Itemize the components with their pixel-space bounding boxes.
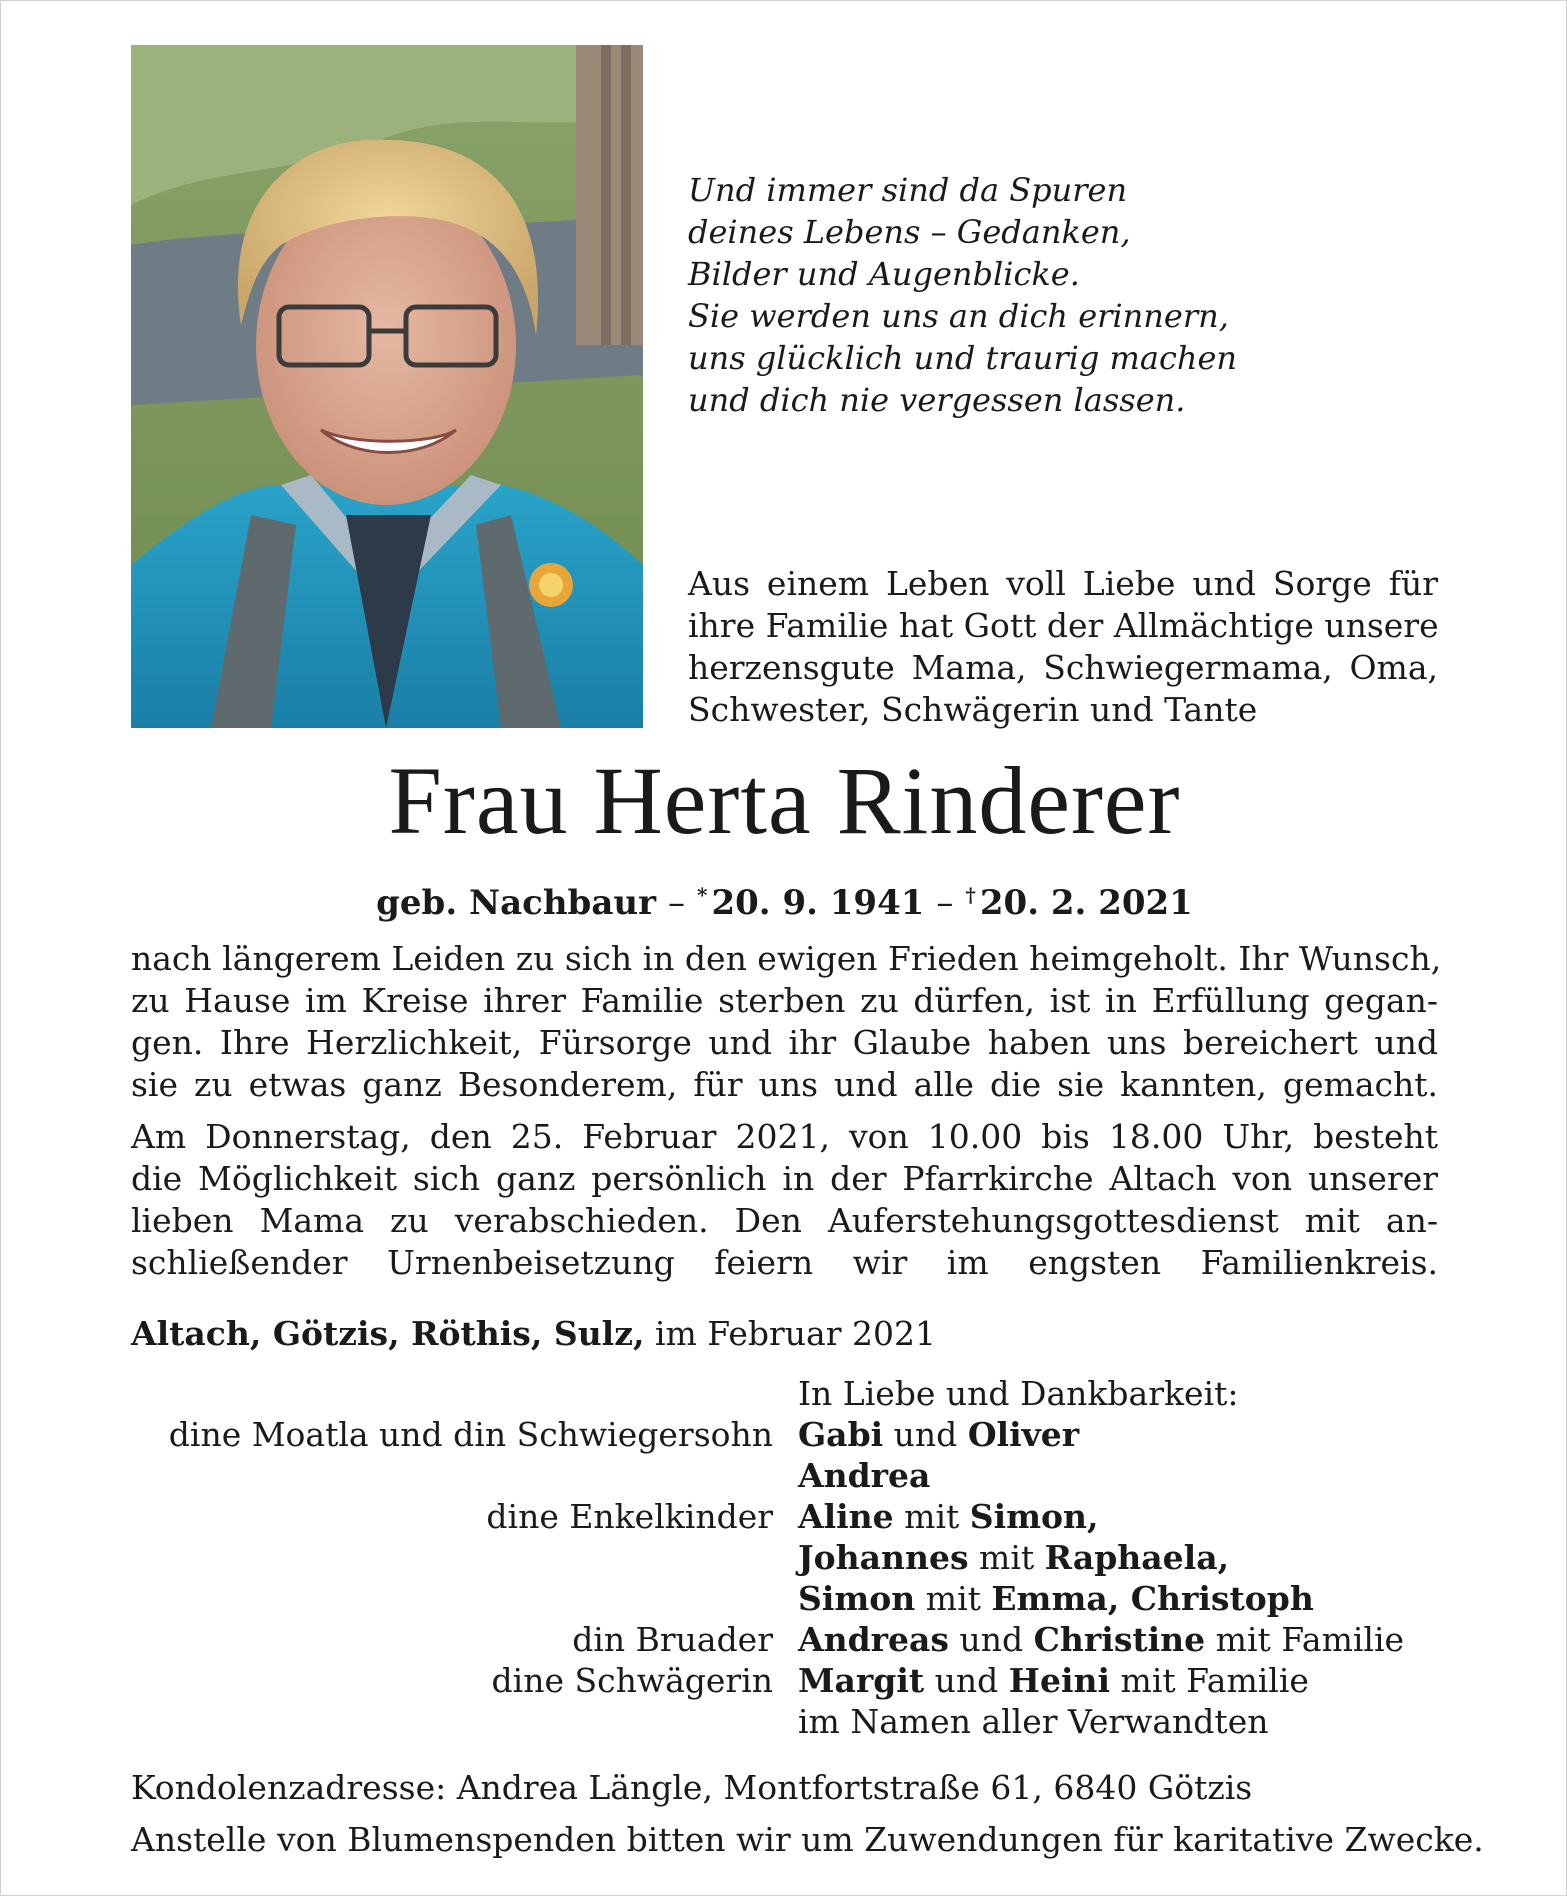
person-name: Gabi xyxy=(798,1415,884,1454)
connector: mit xyxy=(968,1538,1045,1577)
family-closing-row xyxy=(1,1701,1567,1742)
poem-line: deines Lebens – Gedanken, xyxy=(688,213,1131,251)
towns: Altach, Götzis, Röthis, Sulz, xyxy=(131,1314,645,1353)
birth-date: 20. 9. 1941 xyxy=(711,883,925,923)
person-name: Christine xyxy=(1033,1620,1206,1659)
person-name: Emma, Christoph xyxy=(991,1579,1314,1618)
person-name: Margit xyxy=(798,1661,925,1700)
poem-line: Sie werden uns an dich erinnern, xyxy=(688,297,1229,335)
names xyxy=(798,1537,1229,1578)
intro-line: Aus einem Leben voll Liebe und Sorge für xyxy=(688,564,1438,603)
place-date xyxy=(131,1313,936,1355)
dash: – xyxy=(936,883,954,923)
poem-line: Bilder und Augenblicke. xyxy=(688,255,1080,293)
portrait-photo xyxy=(131,45,643,728)
relation: dine Schwägerin xyxy=(491,1661,773,1700)
family-row xyxy=(1,1660,1567,1701)
body-line: Am Donnerstag, den 25. Februar 2021, von 10.00 bis 18.00 Uhr, besteht xyxy=(131,1117,1438,1156)
birth-name: geb. Nachbaur xyxy=(376,883,656,923)
connector: und xyxy=(924,1661,1009,1700)
names xyxy=(798,1660,1309,1701)
relation: din Bruader xyxy=(572,1620,773,1659)
family-row xyxy=(1,1619,1567,1660)
intro-line: ihre Familie hat Gott der Allmächtige unsere xyxy=(688,606,1439,645)
family-heading-row xyxy=(1,1373,1567,1414)
relation: dine Enkelkinder xyxy=(486,1497,773,1536)
person-name: Simon xyxy=(798,1579,916,1618)
body-line: zu Hause im Kreise ihrer Familie sterben zu dürfen, ist in Erfüllung gegan- xyxy=(131,981,1438,1020)
person-name: Aline xyxy=(798,1497,894,1536)
death-mark: † xyxy=(965,883,976,907)
poem-line: Und immer sind da Spuren xyxy=(688,171,1128,209)
birth-mark: * xyxy=(696,883,708,907)
body-line: die Möglichkeit sich ganz persönlich in der Pfarrkirche Altach von unserer xyxy=(131,1159,1438,1198)
body-line: lieben Mama zu verabschieden. Den Auferstehungsgottesdienst mit an- xyxy=(131,1201,1438,1240)
connector: mit Familie xyxy=(1110,1661,1309,1700)
body-line: nach längerem Leiden zu sich in den ewigen Frieden heimgeholt. Ihr Wunsch, xyxy=(131,939,1442,978)
family-row xyxy=(1,1496,1567,1537)
person-name: Andreas xyxy=(798,1620,950,1659)
relation: dine Moatla und din Schwiegersohn xyxy=(168,1415,773,1454)
body-line: schließender Urnenbeisetzung feiern wir im engsten Familienkreis. xyxy=(131,1243,1438,1282)
paragraph-1 xyxy=(131,938,1442,1106)
poem xyxy=(688,169,1508,421)
family-list xyxy=(1,1373,1567,1742)
connector: mit xyxy=(915,1579,992,1618)
connector: und xyxy=(949,1620,1034,1659)
names xyxy=(798,1414,1079,1455)
family-closing: im Namen aller Verwandten xyxy=(798,1702,1269,1741)
connector: mit Familie xyxy=(1205,1620,1405,1659)
names xyxy=(798,1496,1099,1537)
family-heading: In Liebe und Dankbarkeit: xyxy=(798,1374,1239,1413)
portrait-illustration xyxy=(131,45,643,728)
names xyxy=(798,1619,1404,1660)
body-line: sie zu etwas ganz Besonderem, für uns und alle die sie kannten, gemacht. xyxy=(131,1065,1438,1104)
names xyxy=(798,1455,930,1496)
family-row xyxy=(1,1455,1567,1496)
month-year: im Februar 2021 xyxy=(644,1314,936,1353)
person-name: Johannes xyxy=(798,1538,969,1577)
paragraph-2 xyxy=(131,1116,1438,1284)
deceased-name: Frau Herta Rinderer xyxy=(388,747,1181,854)
person-name: Andrea xyxy=(798,1456,931,1495)
donation-note: Anstelle von Blumenspenden bitten wir um Zuwendungen für karitative Zwecke. xyxy=(131,1820,1484,1859)
family-row xyxy=(1,1578,1567,1619)
dash: – xyxy=(667,883,685,923)
body-text xyxy=(131,938,1442,1294)
intro-line: Schwester, Schwägerin und Tante xyxy=(688,690,1258,729)
poem-line: und dich nie vergessen lassen. xyxy=(688,381,1186,419)
person-name: Raphaela, xyxy=(1044,1538,1230,1577)
body-line: gen. Ihre Herzlichkeit, Fürsorge und ihr Glaube haben uns bereichert und xyxy=(131,1023,1438,1062)
person-name: Oliver xyxy=(967,1415,1080,1454)
poem-line: uns glücklich und traurig machen xyxy=(688,339,1238,377)
names xyxy=(798,1578,1314,1619)
connector: und xyxy=(883,1415,968,1454)
intro-text xyxy=(688,563,1438,731)
condolence-address: Kondolenzadresse: Andrea Längle, Montfortstraße 61, 6840 Götzis xyxy=(131,1768,1253,1807)
family-row xyxy=(1,1537,1567,1578)
family-row xyxy=(1,1414,1567,1455)
connector: mit xyxy=(893,1497,970,1536)
intro-line: herzensgute Mama, Schwiegermama, Oma, xyxy=(688,648,1438,687)
person-name: Simon, xyxy=(969,1497,1099,1536)
person-name: Heini xyxy=(1008,1661,1111,1700)
death-date: 20. 2. 2021 xyxy=(979,883,1193,923)
life-dates xyxy=(1,873,1567,925)
